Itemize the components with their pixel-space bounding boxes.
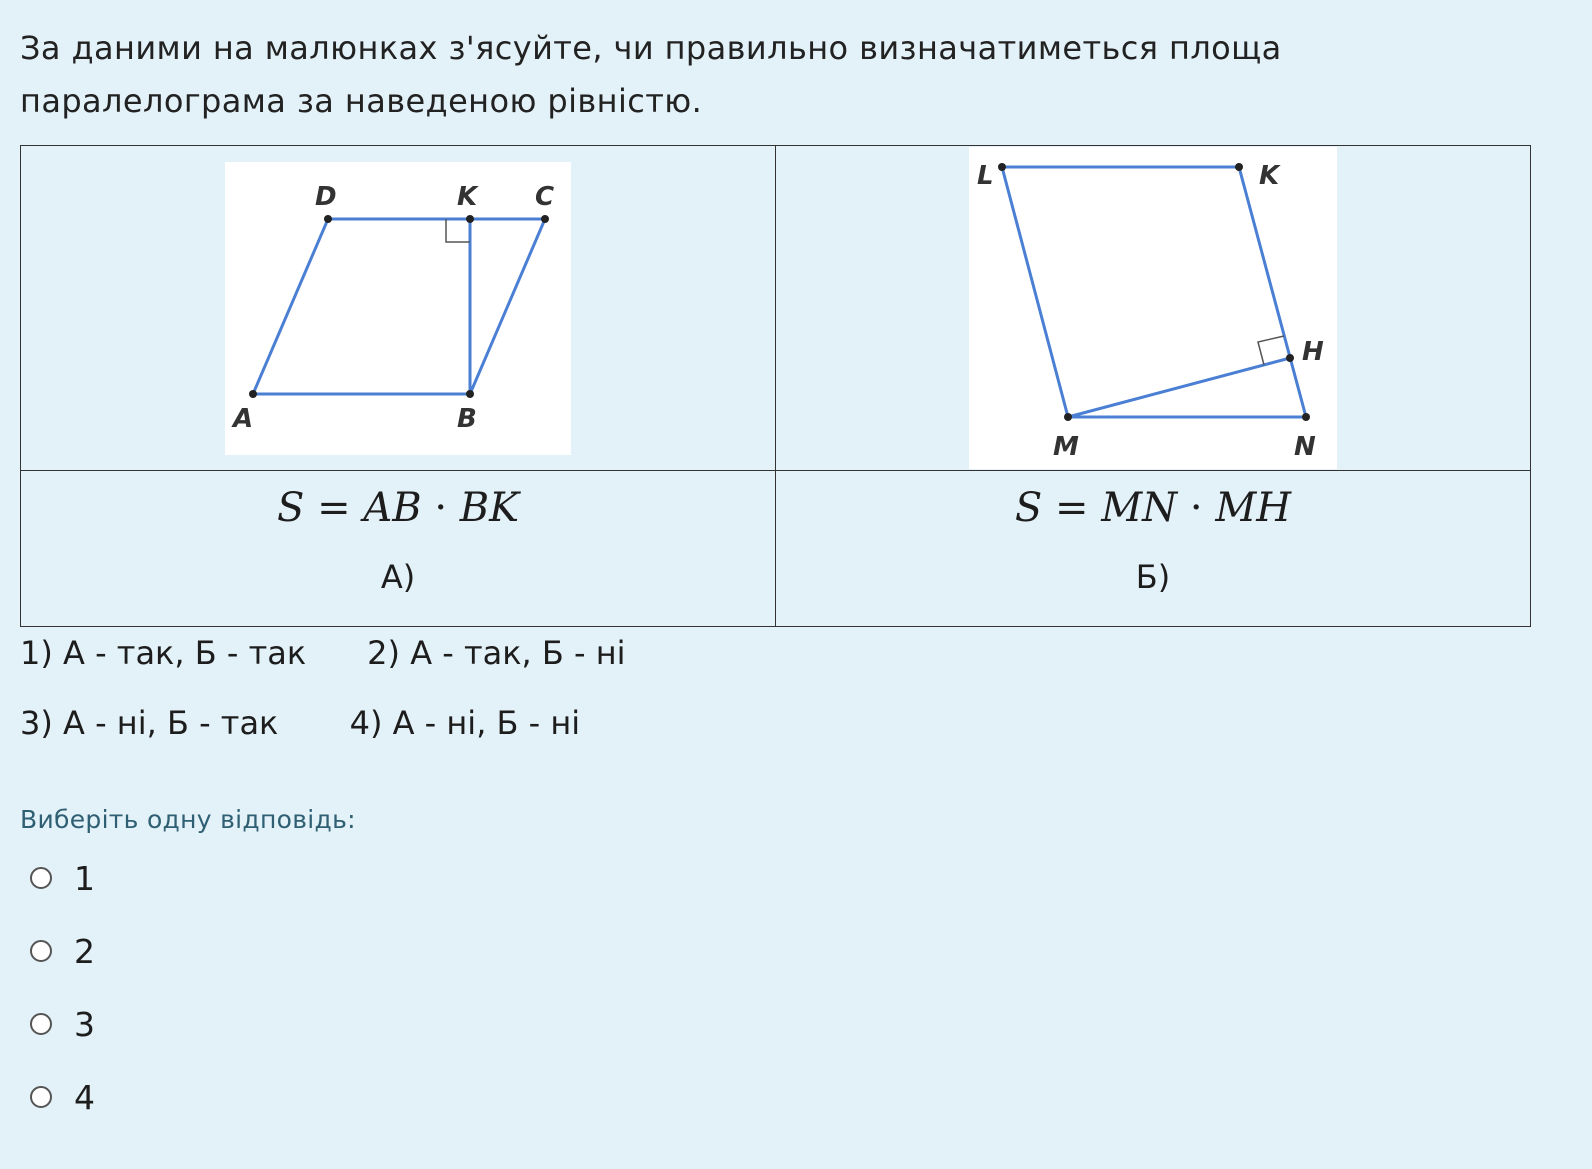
point-b [466,390,474,398]
option-3[interactable] [30,1004,95,1044]
option-4[interactable] [30,1077,95,1117]
point-c [541,215,549,223]
variant-b-label: Б) [1135,558,1171,596]
height-mh [1068,358,1290,417]
point-l [998,163,1006,171]
parallelogram-abcd [253,219,545,394]
parallelogram-abcd-diagram [225,162,571,455]
label-h: H [1302,337,1324,367]
label-k: K [1259,161,1280,191]
formula-a-equals: = [317,485,351,531]
select-one-prompt: Виберіть одну відповідь: [20,805,356,834]
formula-a [21,483,775,533]
option-2-label[interactable]: 2 [74,931,95,971]
point-k [1235,163,1243,171]
option-1[interactable] [30,858,95,898]
figure-b [969,147,1337,469]
right-angle-mark-k [446,219,470,242]
option-3-label[interactable]: 3 [74,1004,95,1044]
label-a: A [233,403,254,434]
answer-choices-line-2: 3) А - ні, Б - так 4) А - ні, Б - ні [20,704,581,742]
option-1-label[interactable]: 1 [74,858,95,898]
point-d [324,215,332,223]
label-n: N [1294,432,1316,462]
figure-a-cell [21,146,776,471]
radio-option-4[interactable] [30,1086,52,1108]
point-a [249,390,257,398]
formula-b-term2: MH [1215,485,1292,531]
variant-a-label: А) [380,558,416,596]
figure-a [225,162,571,455]
point-n [1302,413,1310,421]
figures-table [20,145,1531,627]
point-k [466,215,474,223]
formula-a-term2: BK [459,485,520,531]
point-m [1064,413,1072,421]
radio-option-2[interactable] [30,940,52,962]
answer-choices-line-1: 1) А - так, Б - так 2) А - так, Б - ні [20,634,626,672]
radio-option-1[interactable] [30,867,52,889]
question-text: За даними на малюнках з'ясуйте, чи правильно визначатиметься площа паралелограма за наведеною рівністю. [20,29,1282,120]
label-l: L [977,161,994,191]
label-d: D [315,181,337,212]
label-c: C [535,181,555,212]
radio-option-3[interactable] [30,1013,52,1035]
option-2[interactable] [30,931,95,971]
figure-b-cell [776,146,1531,471]
formula-a-dot: · [434,485,448,531]
formula-b-lhs: S [1014,485,1043,531]
formula-b-equals: = [1054,485,1089,531]
formula-b-cell [776,471,1531,627]
label-k: K [457,181,478,212]
formula-b-term1: MN [1101,485,1178,531]
formula-b-dot: · [1189,485,1203,531]
parallelogram-klmn-diagram [969,147,1337,469]
formula-a-lhs: S [276,485,305,531]
parallelogram-klmn [1002,167,1306,417]
formula-b [776,483,1530,533]
formula-a-term1: AB [363,485,422,531]
label-m: M [1053,432,1079,462]
formula-a-cell [21,471,776,627]
point-h [1286,354,1294,362]
label-b: B [457,403,477,434]
option-4-label[interactable]: 4 [74,1077,95,1117]
